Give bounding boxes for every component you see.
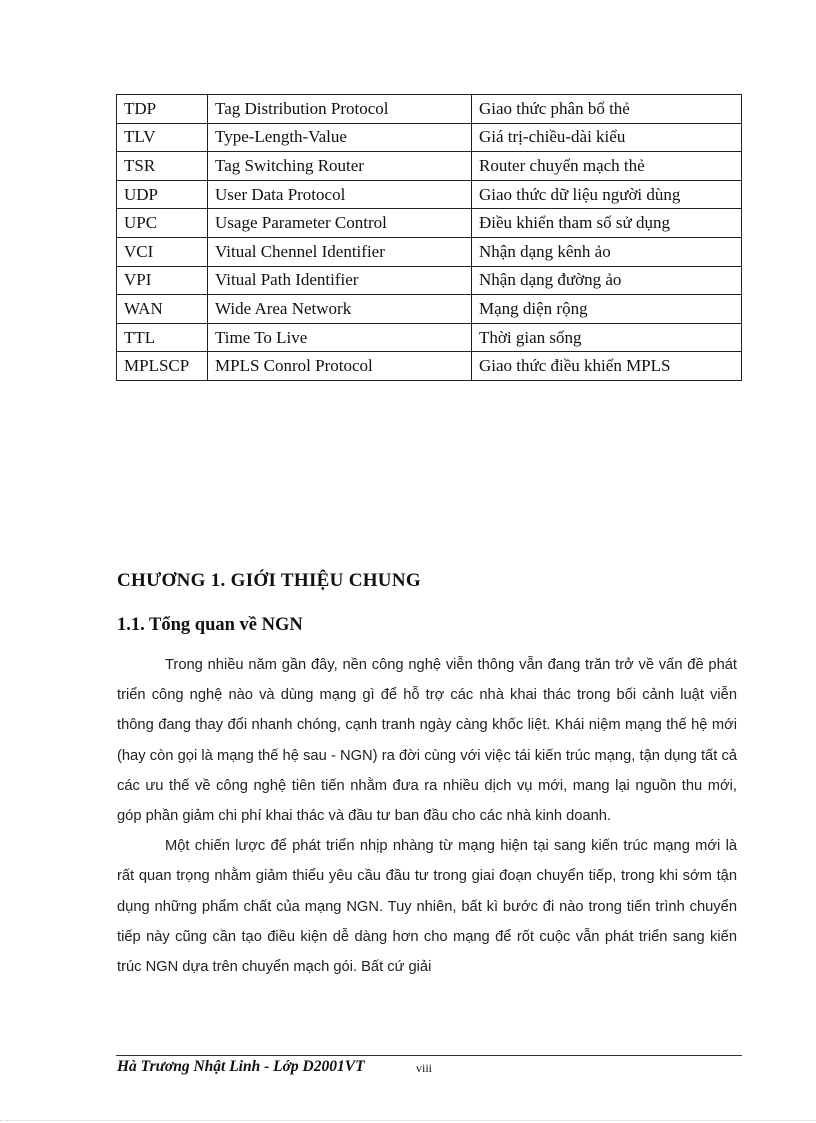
vietnamese-term-cell: Giao thức điều khiển MPLS <box>472 352 742 381</box>
footer-divider <box>116 1055 742 1056</box>
vietnamese-term-cell: Mạng diện rộng <box>472 295 742 324</box>
english-term-cell: Wide Area Network <box>208 295 472 324</box>
vietnamese-term-cell: Điều khiển tham số sử dụng <box>472 209 742 238</box>
table-row <box>117 209 742 238</box>
english-term-cell: Vitual Path Identifier <box>208 266 472 295</box>
chapter-title: CHƯƠNG 1. GIỚI THIỆU CHUNG <box>117 570 421 591</box>
abbreviation-cell: UDP <box>117 180 208 209</box>
section-title: 1.1. Tổng quan về NGN <box>117 615 303 635</box>
vietnamese-term-cell: Nhận dạng đường ảo <box>472 266 742 295</box>
english-term-cell: MPLS Conrol Protocol <box>208 352 472 381</box>
table-row <box>117 295 742 324</box>
abbreviation-cell: TLV <box>117 123 208 152</box>
table-row <box>117 180 742 209</box>
table-row <box>117 323 742 352</box>
table-row <box>117 152 742 181</box>
english-term-cell: Vitual Chennel Identifier <box>208 237 472 266</box>
table-row <box>117 352 742 381</box>
abbreviation-cell: MPLSCP <box>117 352 208 381</box>
paragraph: Một chiến lược để phát triển nhịp nhàng từ mạng hiện tại sang kiến trúc mạng mới là rất quan trọng nhằm giảm thiểu yêu cầu đầu tư trong giai đoạn chuyển tiếp, trong khi sớm tận dụng những phẩm chất của mạng NGN. Tuy nhiên, bất kì bước đi nào trong tiến trình chuyển tiếp này cũng cần tạo điều kiện dễ dàng hơn cho mạng để rốt cuộc vẫn phát triển sang kiến trúc NGN dựa trên chuyển mạch gói. Bất cứ giải <box>117 838 737 976</box>
vietnamese-term-cell: Nhận dạng kênh ảo <box>472 237 742 266</box>
abbreviation-table-body <box>117 95 742 381</box>
vietnamese-term-cell: Giao thức dữ liệu người dùng <box>472 180 742 209</box>
vietnamese-term-cell: Thời gian sống <box>472 323 742 352</box>
table-row <box>117 123 742 152</box>
english-term-cell: Type-Length-Value <box>208 123 472 152</box>
abbreviation-cell: VPI <box>117 266 208 295</box>
english-term-cell: Tag Switching Router <box>208 152 472 181</box>
vietnamese-term-cell: Giao thức phân bổ thẻ <box>472 95 742 124</box>
table-row <box>117 95 742 124</box>
abbreviation-cell: WAN <box>117 295 208 324</box>
vietnamese-term-cell: Router chuyển mạch thẻ <box>472 152 742 181</box>
abbreviation-cell: VCI <box>117 237 208 266</box>
vietnamese-term-cell: Giá trị-chiều-dài kiểu <box>472 123 742 152</box>
table-row <box>117 237 742 266</box>
footer-author: Hà Trương Nhật Linh - Lớp D2001VT <box>117 1058 365 1075</box>
paragraph: Trong nhiều năm gần đây, nền công nghệ viễn thông vẫn đang trăn trở về vấn đề phát triển công nghệ nào và dùng mạng gì để hỗ trợ các nhà khai thác trong bối cảnh luật viễn thông đang thay đổi nhanh chóng, cạnh tranh ngày càng khốc liệt. Khái niệm mạng thế hệ mới (hay còn gọi là mạng thế hệ sau - NGN) ra đời cùng với việc tái kiến trúc mạng, tận dụng tất cả các ưu thế về công nghệ tiên tiến nhằm đưa ra nhiều dịch vụ mới, mang lại nguồn thu mới, góp phần giảm chi phí khai thác và đầu tư ban đầu cho các nhà kinh doanh. <box>117 657 737 825</box>
abbreviation-table <box>116 94 742 381</box>
english-term-cell: Tag Distribution Protocol <box>208 95 472 124</box>
abbreviation-cell: UPC <box>117 209 208 238</box>
english-term-cell: User Data Protocol <box>208 180 472 209</box>
body-text <box>117 650 737 982</box>
english-term-cell: Time To Live <box>208 323 472 352</box>
english-term-cell: Usage Parameter Control <box>208 209 472 238</box>
page-edge-divider <box>0 1120 816 1121</box>
abbreviation-cell: TTL <box>117 323 208 352</box>
page-number: viii <box>416 1061 433 1075</box>
abbreviation-cell: TSR <box>117 152 208 181</box>
abbreviation-cell: TDP <box>117 95 208 124</box>
table-row <box>117 266 742 295</box>
